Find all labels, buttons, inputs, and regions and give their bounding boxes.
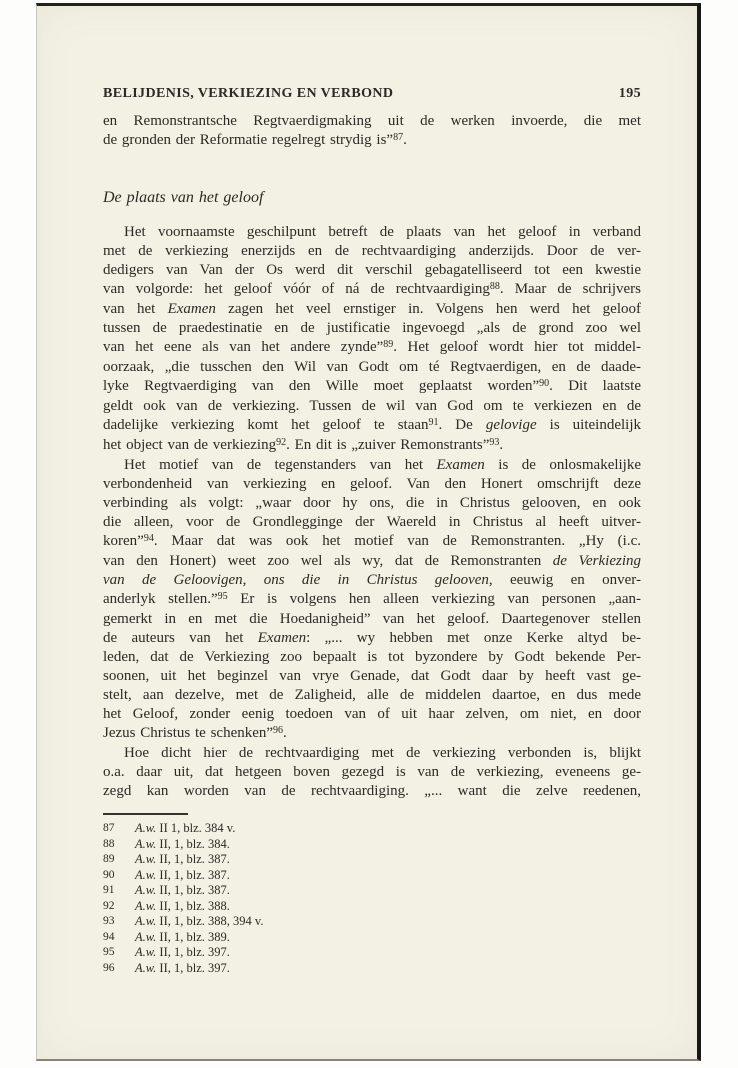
text-line (103, 571, 641, 590)
footnote-ref: 89 (383, 338, 394, 350)
text-run: anderlyk stellen.” (103, 591, 218, 607)
cited-work: A.w. (135, 821, 157, 835)
footnote-number: 91 (103, 884, 115, 896)
text-run: zagen het veel ernstiger in. Volgens hen werd het geloof (215, 301, 641, 317)
text-run: Het motief van de tegenstanders van het (124, 457, 437, 473)
text-line (103, 223, 641, 242)
text-run: van het (103, 301, 168, 317)
text-run: het Geloof, zonder eenig toedoen van of uit haar zelven, om niet, en door (103, 706, 641, 722)
text-line (103, 763, 641, 782)
citation-detail: II, 1, blz. 388. (156, 898, 230, 913)
text-line (103, 648, 641, 667)
text-run: geldt ook van de verkiezing. Tussen de wil van God om te verkiezen en de (103, 398, 641, 414)
cited-work: A.w. (135, 867, 157, 882)
paragraph (103, 223, 641, 456)
citation-detail: II, 1, blz. 387. (156, 867, 230, 882)
text-line (103, 112, 641, 131)
citation-detail: II, 1, blz. 384. (156, 836, 230, 851)
text-run: o.a. daar uit, dat hetgeen boven gezegd is van de verkiezing, eveneens ge- (103, 764, 641, 780)
footnote-ref: 87 (393, 131, 404, 143)
footnote-item (103, 930, 641, 946)
italic-text: Examen (257, 630, 307, 646)
text-line (103, 358, 641, 377)
footnote-item (103, 961, 641, 977)
text-line (103, 261, 641, 280)
text-run: . De (438, 417, 486, 433)
text-run: die alleen, voor de Grondlegginge der Waereld in Christus al heeft uitver- (103, 514, 641, 530)
text-run: . Maar dat was ook het motief van de Remonstranten. „Hy (i.c. (153, 533, 641, 549)
footnote-text (135, 899, 641, 915)
text-run: zegd kan worden van de rechtvaardiging. „... want die zelve reedenen, (103, 783, 641, 799)
text-line (103, 436, 641, 456)
footnote-item (103, 868, 641, 884)
text-line (103, 242, 641, 261)
footnote-text (135, 930, 641, 946)
italic-text: gelovige (485, 417, 537, 433)
footnote-text (135, 837, 641, 853)
text-run: Het voornaamste geschilpunt betreft de plaats van het geloof in verband (124, 224, 641, 240)
text-line (103, 744, 641, 763)
text-run: en Remonstrantsche Regtvaerdigmaking uit de werken invoerde, die met (103, 113, 641, 129)
footnote-ref: 96 (273, 724, 284, 736)
text-line (103, 782, 641, 801)
text-line (103, 494, 641, 513)
text-line (103, 377, 641, 397)
text-run: . Het geloof wordt hier tot middel- (393, 339, 641, 355)
text-run: van volgorde: het geloof vóór of ná de rechtvaardiging (103, 281, 490, 297)
paragraph (103, 744, 641, 801)
italic-text: de Verkiezing (552, 553, 641, 569)
footnote-ref: 91 (428, 416, 439, 428)
text-line (103, 686, 641, 705)
footnote-number: 95 (103, 946, 115, 958)
text-run: het object van de verkiezing (103, 437, 277, 453)
paragraph (103, 456, 641, 744)
text-run: de gronden der Reformatie regelregt strydig is” (103, 132, 394, 148)
citation-detail: II, 1, blz. 397. (156, 945, 230, 959)
footnote-ref: 93 (489, 436, 500, 448)
footnote-number: 90 (103, 868, 115, 881)
footnote-rule (103, 813, 188, 815)
footnote-text (135, 961, 641, 977)
text-run: . Dit laatste (549, 378, 641, 394)
cited-work: A.w. (135, 914, 157, 928)
citation-detail: II, 1, blz. 387. (156, 883, 230, 897)
text-line (103, 532, 641, 552)
cited-work: A.w. (135, 929, 157, 944)
paragraph (103, 112, 641, 151)
citation-detail: II, 1, blz. 397. (156, 960, 230, 975)
italic-text: Examen (436, 457, 485, 473)
text-line (103, 131, 641, 151)
text-run: dadelijke verkiezing komt het geloof te staan (103, 417, 429, 433)
footnote-number: 88 (103, 837, 115, 850)
footnote-item (103, 883, 641, 899)
text-line (103, 629, 641, 648)
text-line (103, 590, 641, 610)
text-run: . (499, 437, 504, 453)
text-run: Hoe dicht hier de rechtvaardiging met de verkiezing verbonden is, blijkt (124, 745, 641, 761)
text-run: . (283, 725, 287, 741)
page-header (103, 85, 641, 103)
text-run: lyke Regtvaerdiging van den Wille moet geplaatst worden” (103, 378, 540, 394)
text-run: , eeuwig en onver- (488, 572, 641, 588)
footnote-text (135, 852, 641, 868)
footnote-text (135, 883, 641, 899)
text-run: Er is volgens hen alleen verkiezing van personen „aan- (227, 591, 641, 607)
text-run: is uiteindelijk (536, 417, 641, 433)
italic-text: Examen (167, 301, 216, 317)
text-run: . (403, 132, 407, 148)
text-run: : „... wy hebben met onze Kerke altyd be- (306, 630, 641, 646)
footnote-item (103, 821, 641, 837)
text-line (103, 338, 641, 358)
text-run: de auteurs van het (103, 630, 258, 646)
text-line (103, 416, 641, 436)
text-run: oorzaak, „die tusschen den Wil van Godt om té Regtvaerdigen, en de daade- (103, 359, 641, 375)
text-line (103, 705, 641, 724)
text-line (103, 552, 641, 571)
citation-detail: II, 1, blz. 388, 394 v. (156, 914, 264, 928)
text-line (103, 667, 641, 686)
text-line (103, 397, 641, 416)
cited-work: A.w. (135, 960, 157, 975)
text-run: verbinding als volgt: „waar door hy ons, die in Christus gelooven, en ook (103, 495, 641, 511)
footnote-text (135, 868, 641, 884)
footnote-item (103, 945, 641, 961)
footnotes-list (103, 821, 641, 976)
citation-detail: II, 1, blz. 389. (156, 929, 230, 944)
text-line (103, 300, 641, 319)
footnote-text (135, 914, 641, 930)
text-run: is de onlosmakelijke (484, 457, 642, 473)
text-line (103, 319, 641, 338)
footnote-item (103, 914, 641, 930)
footnote-number: 94 (103, 930, 115, 943)
italic-text: van de Geloovigen, ons die in Christus gelooven (103, 572, 489, 588)
text-run: verbondenheid van verkiezing en geloof. Van den Honert omschrijft deze (103, 476, 641, 492)
section-heading: De plaats van het geloof (103, 189, 264, 206)
text-run: Jezus Christus te schenken” (103, 725, 274, 741)
footnote-number: 92 (103, 899, 115, 912)
text-run: . Maar de schrijvers (499, 281, 641, 297)
citation-detail: II, 1, blz. 387. (156, 852, 230, 866)
cited-work: A.w. (135, 836, 157, 851)
intro-paragraph (103, 112, 641, 151)
footnote-text (135, 821, 641, 837)
running-title: BELIJDENIS, VERKIEZING EN VERBOND (103, 86, 394, 101)
text-line (103, 456, 641, 475)
text-run: soonen, uit het beginzel van vrye Genade, dat Godt daar by heeft vast ge- (103, 668, 641, 684)
text-line (103, 610, 641, 629)
cited-work: A.w. (135, 883, 157, 897)
text-line (103, 513, 641, 532)
text-run: gemerkt in en met die Hoedanigheid” van het geloof. Daartegenover stellen (103, 611, 641, 627)
text-line (103, 280, 641, 300)
footnote-item (103, 837, 641, 853)
footnote-item (103, 852, 641, 868)
footnote-ref: 95 (217, 590, 228, 602)
footnote-ref: 90 (539, 377, 550, 389)
text-run: met de verkiezing enerzijds en de rechtvaardiging anderzijds. Door de ver- (103, 243, 641, 259)
text-run: van den Honert) weet zoo wel als wy, dat de Remonstranten (103, 553, 553, 569)
cited-work: A.w. (135, 945, 157, 959)
body-text (103, 223, 641, 801)
footnote-number: 87 (103, 822, 115, 834)
footnote-ref: 88 (489, 280, 500, 292)
text-run: stelt, aan dezelve, met de Zaligheid, alle de middelen daartoe, en dus mede (103, 687, 641, 703)
text-line (103, 475, 641, 494)
footnote-text (135, 945, 641, 961)
cited-work: A.w. (135, 898, 157, 913)
citation-detail: II 1, blz. 384 v. (156, 821, 236, 835)
footnote-number: 89 (103, 853, 115, 865)
page-number: 195 (618, 86, 641, 101)
text-run: leden, dat de Verkiezing zoo bepaalt is tot byzondere by Godt bekende Per- (103, 649, 641, 665)
text-run: dedigers van Van der Os werd dit verschil gebagatelliseerd tot een kwestie (103, 262, 641, 278)
text-line (103, 724, 641, 744)
footnote-number: 93 (103, 915, 115, 927)
text-run: koren” (103, 533, 144, 549)
footnote-item (103, 899, 641, 915)
text-run: tussen de praedestinatie en de justificatie ingevoegd „als de grond zoo wel (103, 320, 641, 336)
page-content (103, 6, 641, 976)
text-run: van het eene als van het andere zynde” (103, 339, 384, 355)
cited-work: A.w. (135, 852, 157, 866)
footnote-ref: 92 (276, 436, 287, 448)
page-sheet (36, 3, 701, 1061)
text-run: . En dit is „zuiver Remonstrants” (286, 437, 490, 453)
footnote-ref: 94 (143, 532, 154, 544)
footnote-number: 96 (103, 961, 115, 974)
